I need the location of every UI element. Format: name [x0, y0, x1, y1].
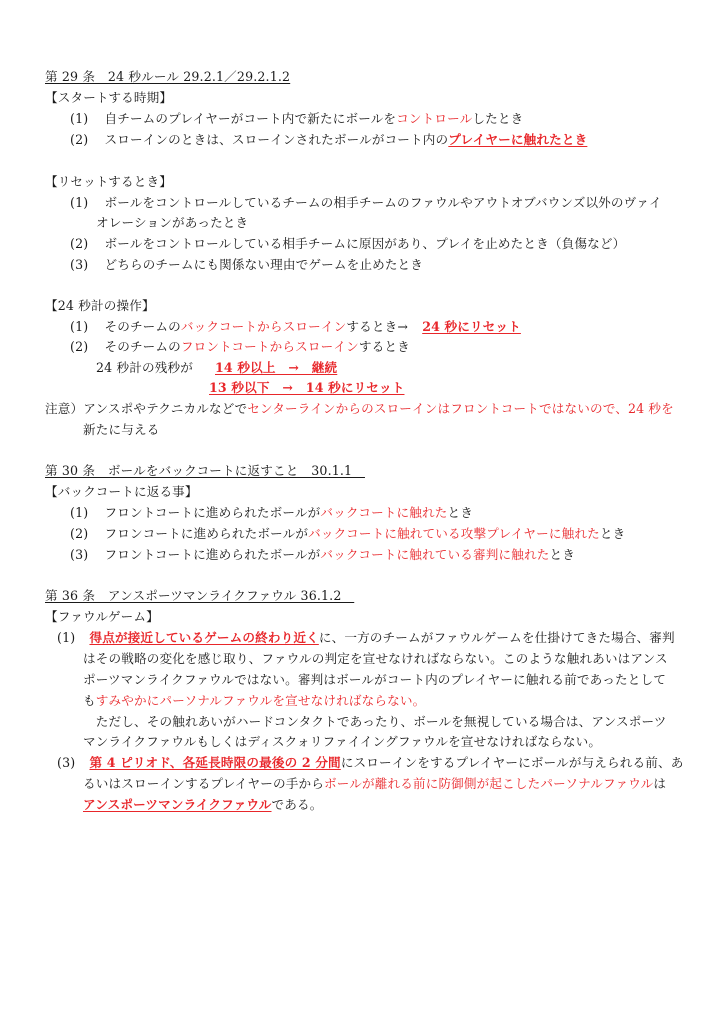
note-text: 注意）アンスポやテクニカルなどで	[45, 401, 248, 416]
clock-item-1	[70, 318, 521, 336]
backcourt-title: 【バックコートに返る事】	[45, 484, 198, 499]
backcourt-item-1-highlight: バックコートに触れた	[320, 505, 448, 520]
remaining-seconds-label: 24 秒計の残秒が	[96, 360, 193, 375]
foul-item-1-text: に、一方のチームがファウルゲームを仕掛けてきた場合、審判	[318, 630, 675, 645]
clock-item-1-result: 24 秒にリセット	[422, 319, 521, 334]
item-number: (1)	[70, 111, 89, 126]
foul-item-3-text: にスローインをするプレイヤーにボールが与えられる前、あ	[340, 755, 684, 770]
start-item-1	[70, 110, 523, 128]
clock-item-1-highlight: バックコートからスローイン	[180, 319, 347, 334]
note-highlight: センターラインからのスローインはフロントコートではないので、24 秒を	[247, 401, 674, 416]
reset-item-3-text: どちらのチームにも関係ない理由でゲームを止めたとき	[104, 257, 424, 272]
start-item-1-highlight: コントロール	[396, 111, 473, 126]
item-number: (2)	[70, 132, 89, 147]
foul-game-title: 【ファウルゲーム】	[45, 609, 159, 624]
backcourt-item-3-highlight: バックコートに触れている審判に触れた	[320, 547, 550, 562]
reset-title: 【リセットするとき】	[45, 174, 172, 189]
backcourt-item-2-tail: とき	[599, 526, 626, 541]
backcourt-item-3-text: フロントコートに進められたボールが	[104, 547, 321, 562]
article-36-heading: 第 36 条 アンスポーツマンライクファウル 36.1.2	[45, 588, 355, 603]
shot-clock-title: 【24 秒計の操作】	[45, 298, 155, 313]
foul-item-1-highlight: 得点が接近しているゲームの終わり近く	[89, 630, 319, 645]
start-item-2-text: スローインのときは、スローインされたボールがコート内の	[104, 132, 449, 147]
reset-item-3	[70, 256, 423, 274]
backcourt-item-2	[70, 525, 625, 543]
clock-item-2-text: そのチームの	[104, 339, 181, 354]
foul-item-1-line-3: ポーツマンライクファウルではない。審判はボールがコート内のプレイヤーに触れる前であったとして	[83, 672, 666, 687]
foul-item-1-line-6: マンライクファウルもしくはディスクォリファイイングファウルを宣せなければならない。	[83, 734, 602, 749]
reset-item-1-text: ボールをコントロールしているチームの相手チームのファウルやアウトオブバウンズ以外のヴァイ	[104, 195, 662, 210]
reset-item-1	[70, 194, 662, 212]
backcourt-item-3-tail: とき	[549, 547, 575, 562]
foul-item-3-line-2-highlight: ボールが離れる前に防御側が起こしたパーソナルファウル	[324, 776, 654, 791]
item-number: (1)	[70, 195, 89, 210]
foul-item-3-line-2-text: るいはスローインするプレイヤーの手から	[83, 776, 324, 791]
clock-item-1-tail: するとき→	[346, 319, 409, 334]
backcourt-item-1-tail: とき	[447, 505, 474, 520]
item-number: (3)	[57, 755, 76, 770]
backcourt-item-3	[70, 546, 575, 564]
foul-item-3-line-3	[83, 796, 323, 814]
item-number: (1)	[57, 630, 76, 645]
article-29-heading: 第 29 条 24 秒ルール 29.2.1／29.2.1.2	[45, 69, 291, 84]
reset-item-2-text: ボールをコントロールしている相手チームに原因があり、プレイを止めたとき（負傷など）	[104, 236, 626, 251]
start-timing-title: 【スタートする時期】	[45, 90, 173, 105]
note	[45, 400, 674, 418]
item-number: (1)	[70, 319, 89, 334]
item-number: (2)	[70, 236, 89, 251]
reset-item-1-cont: オレーションがあったとき	[96, 215, 249, 230]
foul-item-1-line-4	[83, 692, 425, 710]
item-number: (1)	[70, 505, 89, 520]
clock-item-2	[70, 338, 410, 356]
clock-item-2-tail: するとき	[358, 339, 410, 354]
foul-item-1-line-2: はその戦略の変化を感じ取り、ファウルの判定を宣せなければならない。このような触れあいはアンス	[83, 651, 668, 666]
clock-item-2-highlight: フロントコートからスローイン	[180, 339, 359, 354]
foul-item-1-line-4-highlight: すみやかにパーソナルファウルを宣せなければならない。	[95, 693, 426, 708]
foul-item-1-line-4-text: も	[83, 693, 96, 708]
backcourt-item-2-text: フロンコートに進められたボールが	[104, 526, 309, 541]
start-item-2	[70, 131, 587, 149]
item-number: (2)	[70, 526, 89, 541]
backcourt-item-1	[70, 504, 473, 522]
foul-item-3-line-2-tail: は	[653, 776, 667, 791]
note-cont: 新たに与える	[83, 422, 160, 437]
foul-item-3-line-3-highlight: アンスポーツマンライクファウル	[83, 797, 272, 812]
foul-item-3	[57, 754, 684, 772]
article-30-heading: 第 30 条 ボールをバックコートに返すこと 30.1.1	[45, 463, 365, 478]
reset-item-2	[70, 235, 625, 253]
foul-item-3-highlight: 第 4 ピリオド、各延長時限の最後の 2 分間	[89, 755, 341, 770]
foul-item-1-line-5: ただし、その触れあいがハードコンタクトであったり、ボールを無視している場合は、アンスポーツ	[83, 714, 667, 729]
rule-continue: 14 秒以上 → 継続	[215, 360, 338, 375]
rule-reset-14: 13 秒以下 → 14 秒にリセット	[209, 380, 405, 395]
item-number: (2)	[70, 339, 89, 354]
foul-item-3-line-2	[83, 775, 666, 793]
start-item-1-text: 自チームのプレイヤーがコート内で新たにボールを	[104, 111, 397, 126]
foul-item-1	[57, 629, 675, 647]
backcourt-item-1-text: フロントコートに進められたボールが	[104, 505, 321, 520]
foul-item-3-line-3-tail: である。	[271, 797, 323, 812]
item-number: (3)	[70, 547, 89, 562]
item-number: (3)	[70, 257, 89, 272]
clock-item-1-text: そのチームの	[104, 319, 181, 334]
start-item-1-tail: したとき	[472, 111, 524, 126]
backcourt-item-2-highlight: バックコートに触れている攻撃プレイヤーに触れた	[308, 526, 600, 541]
start-item-2-highlight: プレイヤーに触れたとき	[448, 132, 588, 147]
